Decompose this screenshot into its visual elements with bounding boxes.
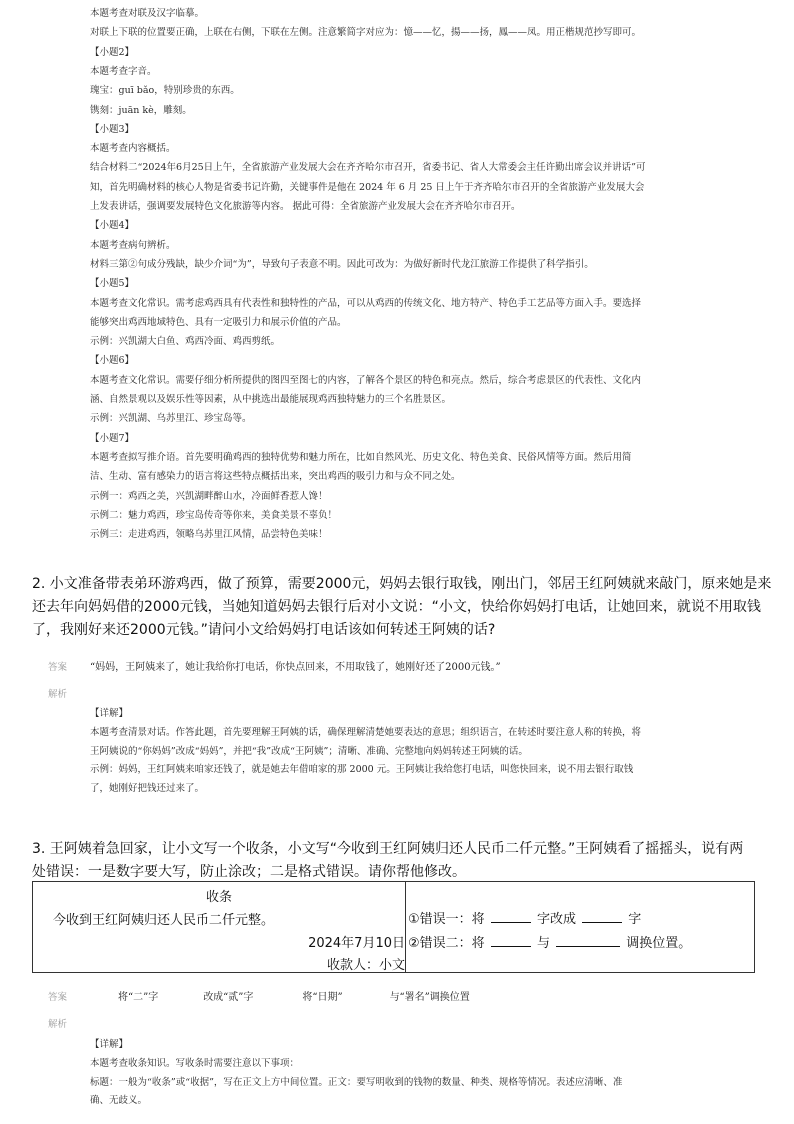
analysis-line: 示例：兴凯湖、乌苏里江、珍宝岛等。 xyxy=(90,413,252,425)
analysis-line: 示例三：走进鸡西，领略乌苏里江风情，品尝特色美味！ xyxy=(90,529,328,541)
analysis-line: 能够突出鸡西地域特色、具有一定吸引力和展示价值的产品。 xyxy=(90,316,347,328)
error-two-middle: 与 xyxy=(536,936,550,951)
analysis-line: 了，她刚好把钱还过来了。 xyxy=(90,783,205,795)
error-two-prefix: ②错误二：将 xyxy=(408,936,485,951)
analysis-line: 本题考查对联及汉字临摹。 xyxy=(90,8,205,19)
analysis-line: 本题考查内容概括。 xyxy=(90,143,176,155)
analysis-line: 【小题3】 xyxy=(90,123,135,135)
question-3-answer xyxy=(118,992,470,1004)
receipt-title: 收条 xyxy=(205,890,232,905)
analysis-line: 【详解】 xyxy=(90,708,129,719)
analysis-line: 本题考查病句辨析。 xyxy=(90,239,176,251)
analysis-line: 对联上下联的位置要正确，上联在右侧，下联在左侧。注意繁简字对应为：憶——忆，揚——扬，鳳——凤。用正楷规范抄写即可。 xyxy=(90,27,642,39)
analysis-line: 镌刻：juān kè，雕刻。 xyxy=(90,104,192,116)
answer-tag: 答案 xyxy=(48,662,68,673)
analysis-line: 确、无歧义。 xyxy=(90,1095,148,1107)
analysis-line: 【详解】 xyxy=(90,1039,129,1050)
answer-part: 将“二”字 xyxy=(118,992,159,1003)
error-one-suffix: 字 xyxy=(628,912,642,927)
analysis-line: 王阿姨说的“你妈妈”改成“妈妈”，并把“我”改成“王阿姨”；清晰、准确、完整地向妈妈转述王阿姨的话。 xyxy=(90,745,528,757)
analysis-line: 【小题4】 xyxy=(90,220,135,232)
error-one-middle: 字改成 xyxy=(536,912,576,927)
analysis-line: 【小题5】 xyxy=(90,278,135,290)
analysis-line: 示例二：魅力鸡西，珍宝岛传奇等你来，美食美景不辜负！ xyxy=(90,509,338,521)
analysis-line: 【小题6】 xyxy=(90,355,135,367)
analysis-line: 洁、生动、富有感染力的语言将这些特点概括出来，突出鸡西的吸引力和与众不同之处。 xyxy=(90,471,461,483)
question-line: 2. 小文准备带表弟环游鸡西，做了预算，需要2000元，妈妈去银行取钱，刚出门，邻居王红阿姨就来敲门，原来她是来 xyxy=(32,576,772,592)
answer-part: 与“署名”调换位置 xyxy=(389,992,470,1003)
receipt-signer: 收款人：小文 xyxy=(326,958,405,973)
analysis-line: 【小题7】 xyxy=(90,432,135,444)
analysis-tag: 解析 xyxy=(48,689,68,700)
analysis-line: 上发表讲话，强调要发展特色文化旅游等内容。 据此可得：全省旅游产业发展大会在齐齐哈尔市召开。 xyxy=(90,201,521,212)
error-one-prefix: ①错误一：将 xyxy=(408,912,485,927)
receipt-date: 2024年7月10日 xyxy=(308,936,405,951)
receipt-table xyxy=(32,881,755,973)
answer-part: 将“日期” xyxy=(302,992,343,1003)
question-line: 了，我刚好来还2000元钱。”请问小文给妈妈打电话该如何转述王阿姨的话? xyxy=(32,622,496,638)
analysis-line: 涵、自然景观以及娱乐性等因素，从中挑选出最能展现鸡西独特魅力的三个名胜景区。 xyxy=(90,394,452,405)
analysis-line: 结合材料二“2024年6月25日上午，全省旅游产业发展大会在齐齐哈尔市召开，省委书记、省人大常委会主任许勤出席会议并讲话”可 xyxy=(90,162,646,174)
question-line: 还去年向妈妈借的2000元钱，当她知道妈妈去银行后对小文说：“小文，快给你妈妈打电话，让她回来，就说不用取钱 xyxy=(32,599,761,615)
error-one-blank-b[interactable] xyxy=(582,910,622,923)
analysis-line: 瑰宝：guī bǎo，特别珍贵的东西。 xyxy=(90,85,240,97)
receipt-body: 今收到王红阿姨归还人民币二仟元整。 xyxy=(53,913,275,928)
analysis-line: 示例一：鸡西之美，兴凯湖畔醉山水，冷面鲜香惹人馋！ xyxy=(90,490,328,502)
question-line: 处错误：一是数字要大写，防止涂改；二是格式错误。请你帮他修改。 xyxy=(32,864,466,880)
error-two-blank-a[interactable] xyxy=(491,934,531,947)
answer-tag: 答案 xyxy=(48,992,68,1003)
analysis-line: 知，首先明确材料的核心人物是省委书记许勤，关键事件是他在 2024 年 6 月 25 日上午于齐齐哈尔市召开的全省旅游产业发展大会 xyxy=(90,181,645,193)
question-3-text xyxy=(32,838,764,884)
question-2-answer: “妈妈，王阿姨来了，她让我给你打电话，你快点回来，不用取钱了，她刚好还了2000元钱。” xyxy=(90,662,501,673)
error-one-blank-a[interactable] xyxy=(491,910,531,923)
question-line: 3. 王阿姨着急回家，让小文写一个收条，小文写“今收到王红阿姨归还人民币二仟元整。”王阿姨看了摇摇头，说有两 xyxy=(32,841,744,857)
analysis-line: 本题考查字音。 xyxy=(90,65,157,77)
error-one-line xyxy=(408,908,641,927)
analysis-line: 材料三第②句成分残缺，缺少介词“为”，导致句子表意不明。因此可改为：为做好新时代龙江旅游工作提供了科学指引。 xyxy=(90,258,594,270)
answer-part: 改成“贰”字 xyxy=(203,992,254,1003)
analysis-line: 本题考查清景对话。作答此题，首先要理解王阿姨的话，确保理解清楚她要表达的意思；组织语言，在转述时要注意人称的转换，将 xyxy=(90,726,642,738)
analysis-line: 示例：妈妈，王红阿姨来咱家还钱了，就是她去年借咱家的那 2000 元。王阿姨让我给您打电话，叫您快回来，说不用去银行取钱 xyxy=(90,764,634,776)
analysis-line: 示例：兴凯湖大白鱼、鸡西冷面、鸡西剪纸。 xyxy=(90,336,281,348)
analysis-line: 【小题2】 xyxy=(90,46,135,58)
error-two-blank-b[interactable] xyxy=(556,934,620,947)
analysis-tag: 解析 xyxy=(48,1019,68,1030)
analysis-line: 本题考查文化常识。需要仔细分析所提供的图四至图七的内容，了解各个景区的特色和亮点。然后，综合考虑景区的代表性、文化内 xyxy=(90,374,642,386)
analysis-line: 本题考查收条知识。写收条时需要注意以下事项： xyxy=(90,1057,300,1069)
error-two-line xyxy=(408,932,691,951)
question-2-text xyxy=(32,573,772,642)
analysis-line: 本题考查拟写推介语。首先要明确鸡西的独特优势和魅力所在，比如自然风光、历史文化、特色美食、民俗风情等方面。然后用简 xyxy=(90,451,632,463)
analysis-line: 标题：一般为“收条”或“收据”，写在正文上方中间位置。正文：要写明收到的钱物的数量、种类、规格等情况。表述应清晰、准 xyxy=(90,1076,623,1088)
analysis-line: 本题考查文化常识。需考虑鸡西具有代表性和独特性的产品，可以从鸡西的传统文化、地方特产、特色手工艺品等方面入手。要选择 xyxy=(90,297,642,309)
error-two-suffix: 调换位置。 xyxy=(626,936,692,951)
